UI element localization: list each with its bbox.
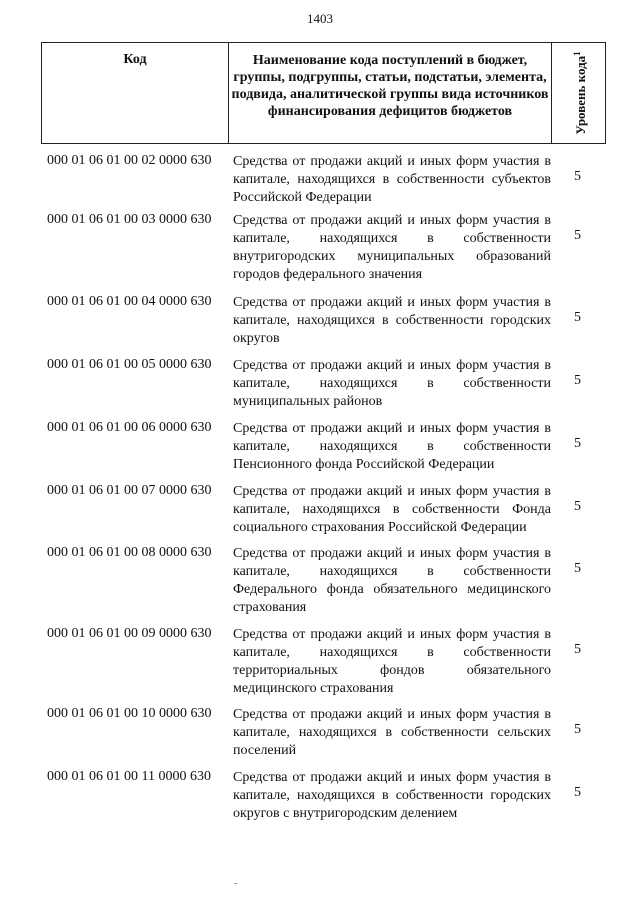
row-name: Средства от продажи акций и иных форм участия в капитале, находящихся в собственности Федерального фонда обязательного медицинского страхования bbox=[233, 546, 551, 615]
row-name: Средства от продажи акций и иных форм участия в капитале, находящихся в собственности внутригородских муниципальных образований городов федерального значения bbox=[233, 213, 551, 282]
row-code: 000 01 06 01 00 05 0000 630 bbox=[47, 357, 212, 372]
row-code: 000 01 06 01 00 04 0000 630 bbox=[47, 294, 212, 309]
scan-speck bbox=[234, 883, 237, 884]
row-level: 5 bbox=[574, 436, 581, 451]
row-code: 000 01 06 01 00 08 0000 630 bbox=[47, 545, 212, 560]
row-name: Средства от продажи акций и иных форм участия в капитале, находящихся в собственности муниципальных районов bbox=[233, 358, 551, 409]
row-level: 5 bbox=[574, 373, 581, 388]
row-level: 5 bbox=[574, 499, 581, 514]
page-number: 1403 bbox=[307, 11, 333, 26]
header-level bbox=[569, 51, 587, 134]
row-code: 000 01 06 01 00 02 0000 630 bbox=[47, 153, 212, 168]
row-level: 5 bbox=[574, 722, 581, 737]
table-header bbox=[41, 42, 606, 144]
row-name: Средства от продажи акций и иных форм участия в капитале, находящихся в собственности Фонда социального страхования Российской Федерации bbox=[233, 484, 551, 535]
row-level: 5 bbox=[574, 228, 581, 243]
header-level-footnote: 1 bbox=[571, 51, 582, 56]
row-code: 000 01 06 01 00 11 0000 630 bbox=[47, 769, 211, 784]
row-code: 000 01 06 01 00 06 0000 630 bbox=[47, 420, 212, 435]
header-name: Наименование кода поступлений в бюджет, группы, подгруппы, статьи, подстатьи, элемента, подвида, аналитической группы вида источников финансирования дефицитов бюджетов bbox=[229, 43, 552, 143]
row-name: Средства от продажи акций и иных форм участия в капитале, находящихся в собственности городских округов с внутригородским делением bbox=[233, 770, 551, 821]
row-level: 5 bbox=[574, 561, 581, 576]
row-level: 5 bbox=[574, 169, 581, 184]
header-code: Код bbox=[42, 43, 229, 143]
row-name: Средства от продажи акций и иных форм участия в капитале, находящихся в собственности сельских поселений bbox=[233, 707, 551, 758]
row-code: 000 01 06 01 00 03 0000 630 bbox=[47, 212, 212, 227]
row-level: 5 bbox=[574, 785, 581, 800]
header-level-label: Уровень кода bbox=[572, 55, 588, 135]
row-code: 000 01 06 01 00 07 0000 630 bbox=[47, 483, 212, 498]
row-name: Средства от продажи акций и иных форм участия в капитале, находящихся в собственности городских округов bbox=[233, 295, 551, 346]
row-name: Средства от продажи акций и иных форм участия в капитале, находящихся в собственности Пенсионного фонда Российской Федерации bbox=[233, 421, 551, 472]
row-name: Средства от продажи акций и иных форм участия в капитале, находящихся в собственности субъектов Российской Федерации bbox=[233, 154, 551, 205]
row-code: 000 01 06 01 00 09 0000 630 bbox=[47, 626, 212, 641]
header-level-cell bbox=[552, 43, 605, 143]
row-code: 000 01 06 01 00 10 0000 630 bbox=[47, 706, 212, 721]
row-level: 5 bbox=[574, 310, 581, 325]
row-level: 5 bbox=[574, 642, 581, 657]
row-name: Средства от продажи акций и иных форм участия в капитале, находящихся в собственности территориальных фондов обязательного медицинского страхования bbox=[233, 627, 551, 696]
